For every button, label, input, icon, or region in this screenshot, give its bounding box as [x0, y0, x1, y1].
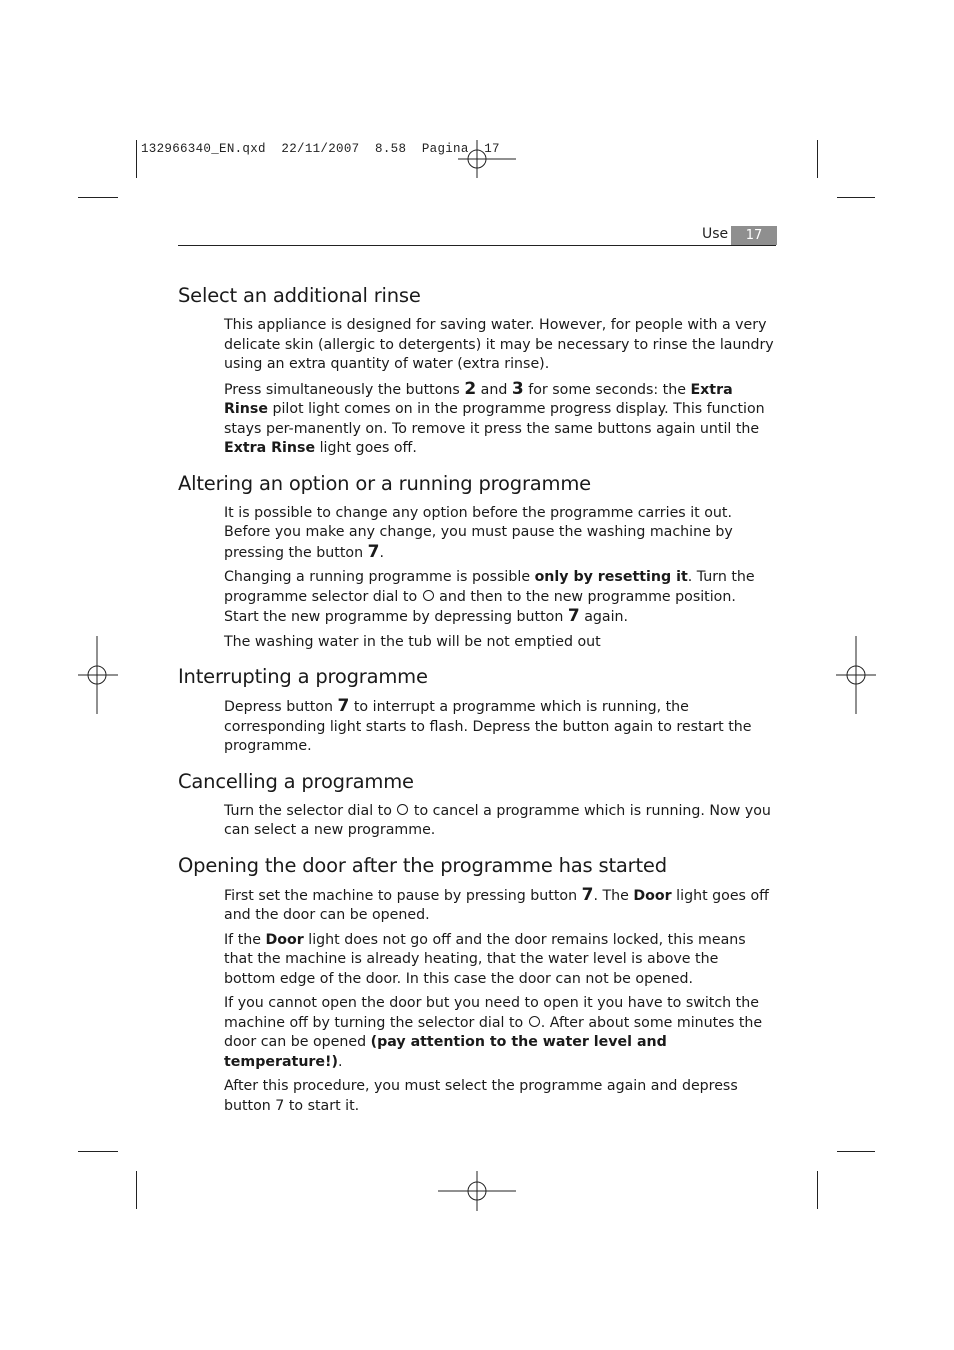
text-run: pilot light comes on in the programme progress display. This function stays per-manently on. To remove it press the same buttons again until the — [224, 401, 765, 437]
crop-mark — [78, 1151, 118, 1152]
section-title: Interrupting a programme — [178, 665, 428, 688]
page-content — [178, 284, 774, 1129]
registration-mark — [438, 1171, 516, 1211]
text-run: . — [338, 1053, 343, 1070]
emphasis: Extra Rinse — [224, 381, 733, 417]
section-title: Opening the door after the programme has started — [178, 853, 667, 877]
crop-mark — [817, 140, 818, 178]
button-number: 7 — [567, 606, 580, 626]
section-opening-door — [178, 854, 774, 1117]
text-run: If you cannot open the door but you need to open it you have to switch the machine off by turning the selector dial to — [224, 995, 759, 1031]
crop-mark — [837, 1151, 875, 1152]
header-rule — [178, 245, 776, 246]
button-number: 3 — [511, 378, 524, 399]
emphasis: only by resetting it — [534, 569, 688, 585]
button-number: 7 — [581, 884, 594, 905]
text-run: light goes off. — [315, 440, 417, 456]
print-slug: 132966340_EN.qxd 22/11/2007 8.58 Pagina 17 — [141, 142, 500, 156]
text-run: Start the new programme by depressing button — [224, 609, 568, 625]
section-additional-rinse — [178, 284, 774, 459]
crop-mark — [837, 197, 875, 198]
paragraph — [224, 994, 774, 1072]
paragraph: After this procedure, you must select the programme again and depress button 7 to start it. — [224, 1078, 738, 1114]
crop-mark — [136, 140, 137, 178]
text-run: light does not go off and the door remains locked, this means that the machine is already heating, that the water level is above the bottom edge of the door. In this case the door can not be opened. — [224, 931, 746, 987]
button-number: 7 — [367, 541, 380, 562]
button-number: 2 — [464, 378, 477, 399]
paragraph — [224, 802, 774, 841]
text-run: to interrupt a programme which is running, the corresponding light starts to flash. Depress the button again to restart the programme. — [224, 699, 752, 754]
text-run: . The — [593, 887, 634, 904]
section-title: Altering an option or a running programme — [178, 471, 591, 495]
crop-mark — [136, 1171, 137, 1209]
off-position-icon — [397, 804, 408, 815]
section-title: Cancelling a programme — [178, 769, 414, 793]
emphasis: Door — [265, 931, 304, 948]
off-position-icon — [529, 1016, 540, 1027]
paragraph — [224, 697, 774, 757]
paragraph — [224, 380, 774, 459]
paragraph — [224, 504, 774, 564]
emphasis: Door — [633, 887, 672, 904]
registration-mark — [78, 636, 118, 714]
text-run: Changing a running programme is possible — [224, 569, 535, 585]
crop-mark — [78, 197, 118, 198]
text-run: and then to the new programme position. — [434, 588, 736, 605]
off-position-icon — [423, 590, 434, 601]
paragraph — [224, 568, 774, 628]
paragraph — [224, 886, 774, 926]
text-run: Press simultaneously the buttons — [224, 381, 465, 398]
crop-mark — [817, 1171, 818, 1209]
text-run: It is possible to change any option before the programme carries it out. Before you make any change, you must pause the washing machine by pressing the button — [224, 504, 733, 561]
page-number: 17 — [731, 226, 777, 245]
text-run: . — [379, 544, 384, 561]
registration-mark — [836, 636, 876, 714]
emphasis: Extra Rinse — [224, 440, 316, 456]
paragraph: This appliance is designed for saving water. However, for people with a very delicate skin (allergic to detergents) it may be necessary to rinse the laundry using an extra quantity of water (extra rinse). — [224, 317, 774, 372]
text-run: First set the machine to pause by pressing button — [224, 887, 582, 904]
section-title: Select an additional rinse — [178, 284, 421, 307]
text-run: Turn the selector dial to — [224, 802, 397, 819]
text-run: and — [476, 381, 512, 398]
paragraph — [224, 931, 774, 990]
emphasis: (pay attention to the water level and temperature!) — [224, 1034, 667, 1070]
button-number: 7 — [337, 696, 350, 716]
section-cancelling — [178, 770, 774, 841]
text-run: . After about some minutes the door can be opened — [224, 1014, 763, 1050]
text-run: again. — [579, 609, 629, 625]
section-altering-option — [178, 472, 774, 653]
header-section-label: Use — [702, 226, 729, 242]
section-interrupting — [178, 665, 774, 757]
text-run: If the — [224, 931, 266, 948]
text-run: Depress button — [224, 699, 338, 715]
paragraph: The washing water in the tub will be not emptied out — [224, 633, 601, 650]
text-run: to cancel a programme which is running. Now you can select a new programme. — [224, 802, 771, 838]
text-run: for some seconds: the — [523, 381, 691, 398]
text-run: . Turn the programme selector dial to — [224, 569, 755, 605]
text-run: light goes off and the door can be opened. — [224, 887, 769, 923]
